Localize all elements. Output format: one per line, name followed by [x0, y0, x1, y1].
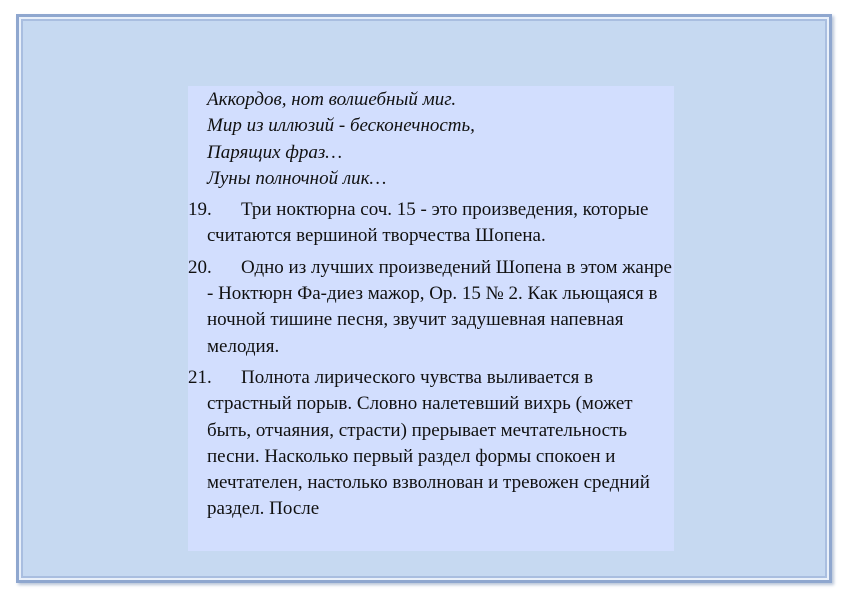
item-text: Три ноктюрна соч. 15 - это произведения, которые считаются вершиной творчества Шопена. — [207, 199, 649, 247]
item-number: 20. — [188, 256, 212, 278]
item-text: Полнота лирического чувства выливается в страстный порыв. Словно налетевший вихрь (может быть, отчаяния, страсти) прерывает мечтательность песни. Насколько первый раздел формы спокоен и мечтателен, настолько взволнован и тревожен средний раздел. После — [207, 366, 650, 520]
list-item-19 — [188, 197, 674, 250]
poem-line: Луны полночной лик… — [207, 167, 387, 189]
poem-line: Аккордов, нот волшебный миг. — [207, 89, 457, 110]
poem-line: Парящих фраз… — [207, 141, 343, 163]
text-box — [188, 86, 674, 551]
list-item-21 — [188, 365, 674, 523]
item-number: 19. — [188, 199, 212, 221]
poem-line: Мир из иллюзий - бесконечность, — [207, 115, 475, 137]
item-text: Одно из лучших произведений Шопена в этом жанре - Ноктюрн Фа-диез мажор, Ор. 15 № 2. Как льющаяся в ночной тишине песня, звучит задушевная напевная мелодия. — [207, 256, 672, 357]
item-number: 21. — [188, 366, 212, 388]
list-item-20 — [188, 255, 674, 360]
poem-quote — [188, 87, 674, 192]
